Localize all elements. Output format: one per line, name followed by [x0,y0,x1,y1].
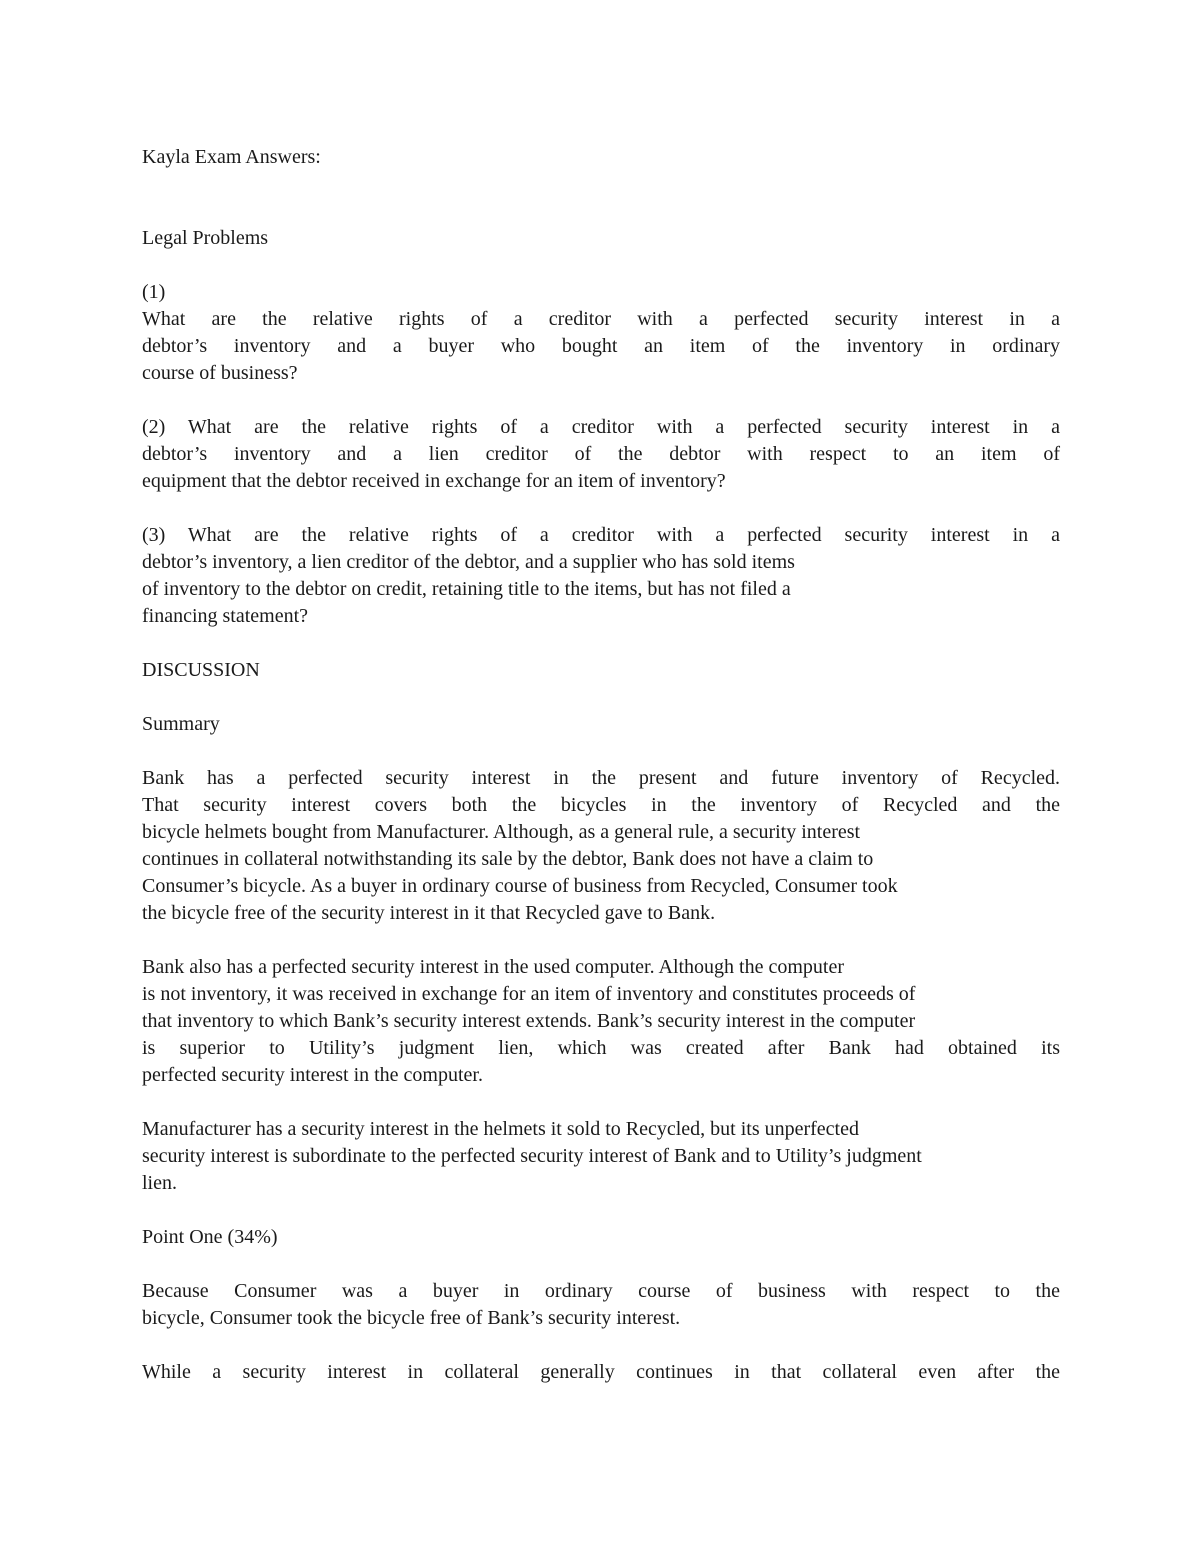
question-line: debtor’s inventory and a lien creditor of the debtor with respect to an item of [142,443,1060,465]
point-one-paragraph-2 [142,1359,1060,1386]
paragraph-line: continues in collateral notwithstanding its sale by the debtor, Bank does not have a claim to [142,848,874,870]
paragraph-line: lien. [142,1172,177,1194]
question-2 [142,414,1060,495]
question-line: of inventory to the debtor on credit, retaining title to the items, but has not filed a [142,578,791,600]
question-line: (2) What are the relative rights of a creditor with a perfected security interest in a [142,416,1060,438]
question-line: equipment that the debtor received in exchange for an item of inventory? [142,470,726,492]
paragraph-line: While a security interest in collateral generally continues in that collateral even after the [142,1361,1060,1383]
paragraph-line: that inventory to which Bank’s security interest extends. Bank’s security interest in the computer [142,1010,916,1032]
paragraph-line: Consumer’s bicycle. As a buyer in ordinary course of business from Recycled, Consumer took [142,875,898,897]
question-line: What are the relative rights of a creditor with a perfected security interest in a [142,308,1060,330]
paragraph-line: Because Consumer was a buyer in ordinary course of business with respect to the [142,1280,1060,1302]
paragraph-line: the bicycle free of the security interest in it that Recycled gave to Bank. [142,902,716,924]
paragraph-line: is superior to Utility’s judgment lien, which was created after Bank had obtained its [142,1037,1060,1059]
summary-paragraph-2 [142,954,1060,1089]
question-line: debtor’s inventory and a buyer who bought an item of the inventory in ordinary [142,335,1060,357]
document-title: Kayla Exam Answers: [142,146,321,168]
document-body [142,144,1060,1386]
paragraph-line: Manufacturer has a security interest in the helmets it sold to Recycled, but its unperfected [142,1118,859,1140]
point-one-heading: Point One (34%) [142,1226,278,1248]
paragraph-line: bicycle helmets bought from Manufacturer. Although, as a general rule, a security interest [142,821,861,843]
summary-paragraph-1 [142,765,1060,927]
question-3 [142,522,1060,630]
question-line: financing statement? [142,605,309,627]
question-1 [142,279,1060,387]
summary-paragraph-3 [142,1116,1060,1197]
summary-heading: Summary [142,713,220,735]
paragraph-line: security interest is subordinate to the perfected security interest of Bank and to Utility’s judgment [142,1145,922,1167]
paragraph-line: bicycle, Consumer took the bicycle free of Bank’s security interest. [142,1307,681,1329]
paragraph-line: is not inventory, it was received in exchange for an item of inventory and constitutes proceeds of [142,983,916,1005]
section-heading: Legal Problems [142,227,269,249]
discussion-heading: DISCUSSION [142,659,260,681]
question-line: debtor’s inventory, a lien creditor of the debtor, and a supplier who has sold items [142,551,795,573]
point-one-paragraph-1 [142,1278,1060,1332]
paragraph-line: That security interest covers both the bicycles in the inventory of Recycled and the [142,794,1060,816]
question-line: (1) [142,281,166,303]
question-line: course of business? [142,362,298,384]
paragraph-line: Bank also has a perfected security interest in the used computer. Although the computer [142,956,845,978]
paragraph-line: perfected security interest in the computer. [142,1064,483,1086]
paragraph-line: Bank has a perfected security interest in the present and future inventory of Recycled. [142,767,1060,789]
question-line: (3) What are the relative rights of a creditor with a perfected security interest in a [142,524,1060,546]
